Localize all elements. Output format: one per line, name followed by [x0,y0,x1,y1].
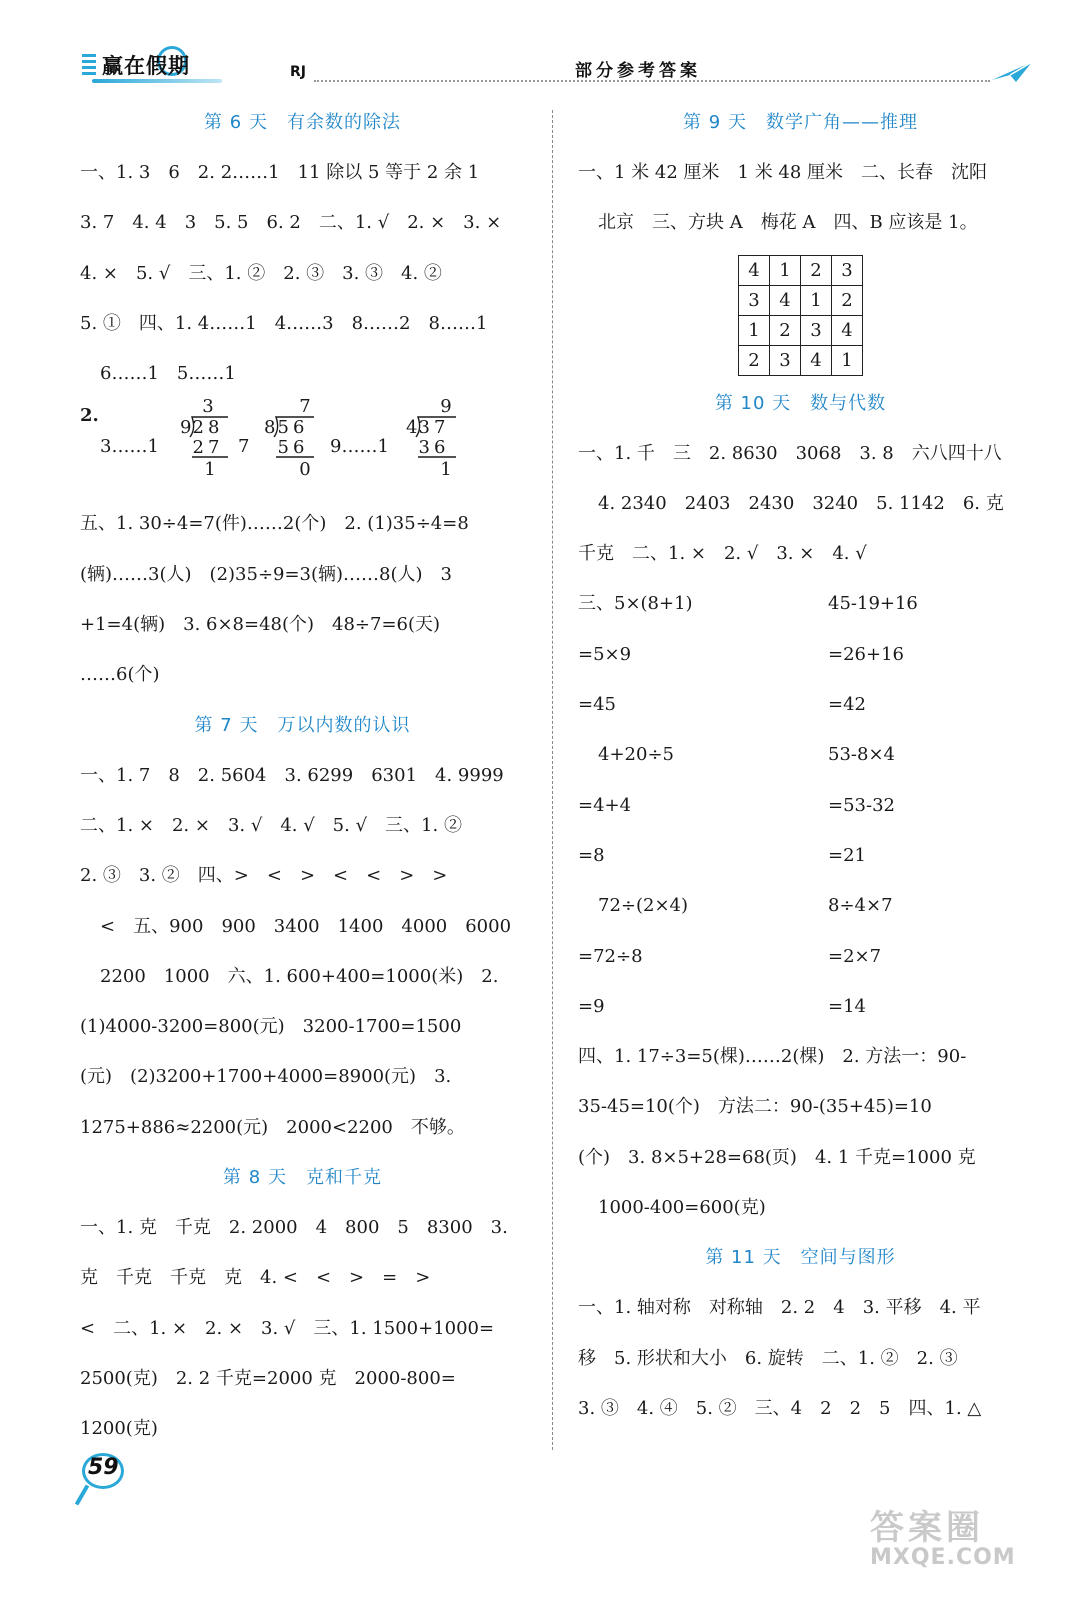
section-title-day8: 第 8 天 克和千克 [223,1167,382,1189]
answer-line: 6……1 5……1 [100,363,236,385]
division-remainder: 1 [440,459,452,481]
grid-cell: 2 [801,255,832,285]
division-answer: 3……1 [100,436,159,458]
grid-cell: 1 [770,255,801,285]
answer-line: < 二、1. × 2. × 3. √ 三、1. 1500+1000= [80,1317,495,1339]
calc-left: =5×9 [578,643,632,665]
division-divisor: 8 [264,417,276,439]
long-division-row [80,397,525,497]
section-title-day9: 第 9 天 数学广角——推理 [683,112,918,133]
answer-line: +1=4(辆) 3. 6×8=48(个) 48÷7=6(天) [80,614,441,636]
answer-line: (个) 3. 8×5+28=68(页) 4. 1 千克=1000 克 [578,1146,976,1168]
division-product: 36 [418,437,450,459]
division-answer: 9……1 [330,436,389,458]
question-label: 2. [80,405,99,427]
calc-left: 4+20÷5 [598,744,674,766]
section-title-day7: 第 7 天 万以内数的认识 [194,714,411,736]
grid-cell: 1 [801,285,832,315]
division-divisor: 4 [406,417,418,439]
answer-line: 2200 1000 六、1. 600+400=1000(米) 2. [100,965,499,987]
answer-line: 3. 7 4. 4 3 5. 5 6. 2 二、1. √ 2. × 3. × [80,212,502,234]
calc-row [578,678,1023,728]
answer-line: 五、1. 30÷4=7(件)……2(个) 2. (1)35÷4=8 [80,513,469,535]
division-product: 27 [192,437,224,459]
division-quotient: 9 [440,397,452,418]
calc-row [578,728,1023,778]
calc-row [578,628,1023,678]
long-division-figures [80,397,525,497]
answer-line: 移 5. 形状和大小 6. 旋转 二、1. ② 2. ③ [578,1347,958,1369]
division-divisor: 9 [180,417,192,439]
grid-cell: 3 [770,345,801,375]
right-column [578,96,1023,1432]
answer-line: ……6(个) [80,664,160,686]
grid-cell: 1 [832,345,863,375]
division-quotient: 7 [299,397,311,418]
calc-row [578,829,1023,879]
watermark [870,1500,1016,1570]
calc-right: =14 [828,995,866,1017]
calc-right: 8÷4×7 [828,895,893,917]
calc-left: =4+4 [578,794,632,816]
calc-right: 45-19+16 [828,593,918,615]
page-title: 部分参考答案 [575,61,701,81]
answer-line: 一、1. 克 千克 2. 2000 4 800 5 8300 3. [80,1217,508,1239]
logo-swoosh [92,79,222,83]
calc-right: =2×7 [828,945,882,967]
answer-line: (元) (2)3200+1700+4000=8900(元) 3. [80,1066,452,1088]
answer-line: 35-45=10(个) 方法二：90-(35+45)=10 [578,1096,932,1118]
grid-cell: 2 [770,315,801,345]
page-number: 59 [88,1455,119,1480]
division-dividend: 28 [192,417,224,439]
section-title-day11: 第 11 天 空间与图形 [705,1247,896,1269]
calc-row [578,930,1023,980]
answer-line: 5. ① 四、1. 4……1 4……3 8……2 8……1 [80,312,488,334]
page-header [0,40,1074,90]
grid-cell: 4 [832,315,863,345]
calc-right: =42 [828,694,866,716]
calc-left: 72÷(2×4) [598,895,689,917]
answer-line: (辆)……3(人) (2)35÷9=3(辆)……8(人) 3 [80,563,453,585]
answer-line: 4. × 5. √ 三、1. ② 2. ③ 3. ③ 4. ② [80,262,442,284]
watermark-url: MXQE.COM [870,1545,1016,1570]
calc-right: =26+16 [828,643,904,665]
division-product: 56 [277,437,309,459]
magnifier-handle [75,1484,89,1505]
book-logo [82,46,232,84]
answer-line: 1275+886≈2200(元) 2000<2200 不够。 [80,1116,465,1138]
grid-cell: 1 [739,315,770,345]
grid-cell: 4 [770,285,801,315]
answer-line: 一、1. 千 三 2. 8630 3068 3. 8 六八四十八 [578,442,1002,464]
grid-cell: 3 [832,255,863,285]
answer-line: 1200(克) [80,1418,158,1440]
answer-line: 一、1 米 42 厘米 1 米 48 厘米 二、长春 沈阳 [578,162,988,183]
left-column [80,96,525,1453]
logo-text: 赢在假期 [102,54,190,78]
grid-cell: 4 [801,345,832,375]
answer-line: 二、1. × 2. × 3. √ 4. √ 5. √ 三、1. ② [80,814,462,836]
grid-cell: 4 [739,255,770,285]
calc-left: =45 [578,694,616,716]
answer-line: 1000-400=600(克) [598,1197,766,1219]
calc-left: 三、5×(8+1) [578,593,693,615]
answer-line: 一、1. 轴对称 对称轴 2. 2 4 3. 平移 4. 平 [578,1297,981,1319]
calc-row [578,980,1023,1030]
watermark-logo: 答案圈 [870,1508,984,1548]
calc-left: =8 [578,844,605,866]
grid-cell: 2 [739,345,770,375]
answer-line: (1)4000-3200=800(元) 3200-1700=1500 [80,1016,462,1038]
answer-line: 2500(克) 2. 2 千克=2000 克 2000-800= [80,1367,456,1389]
answer-line: 一、1. 7 8 2. 5604 3. 6299 6301 4. 9999 [80,764,504,786]
division-quotient: 3 [202,397,214,418]
paper-plane-icon [990,60,1034,86]
answer-line: 克 千克 千克 克 4. < < > = > [80,1267,431,1289]
answer-line: < 五、900 900 3400 1400 4000 6000 [100,915,512,937]
calc-row [578,779,1023,829]
grid-cell: 3 [739,285,770,315]
calc-right: 53-8×4 [828,744,895,766]
calc-right: =21 [828,844,866,866]
answer-line: 一、1. 3 6 2. 2……1 11 除以 5 等于 2 余 1 [80,162,480,183]
calc-right: =53-32 [828,794,895,816]
answer-line: 千克 二、1. × 2. √ 3. × 4. √ [578,543,867,565]
calc-row [578,879,1023,929]
division-remainder: 0 [299,459,311,481]
division-answer: 7 [238,436,250,458]
edition-label: RJ [290,64,306,80]
logic-grid-wrap [578,247,1023,377]
answer-line: 四、1. 17÷3=5(棵)……2(棵) 2. 方法一：90- [578,1046,967,1068]
division-dividend: 37 [418,417,450,439]
answer-line: 4. 2340 2403 2430 3240 5. 1142 6. 克 [598,492,1004,514]
column-divider [552,110,553,1450]
section-title-day6: 第 6 天 有余数的除法 [204,112,401,133]
division-dividend: 56 [277,417,309,439]
division-remainder: 1 [204,459,216,481]
grid-cell: 3 [801,315,832,345]
grid-cell: 2 [832,285,863,315]
answer-line: 2. ③ 3. ② 四、> < > < < > > [80,865,448,887]
calc-row [578,577,1023,627]
calc-left: =9 [578,995,605,1017]
calc-left: =72÷8 [578,945,643,967]
answer-line: 3. ③ 4. ④ 5. ② 三、4 2 2 5 四、1. △ [578,1397,982,1419]
logic-grid [738,255,863,376]
section-title-day10: 第 10 天 数与代数 [714,392,887,414]
answer-line: 北京 三、方块 A 梅花 A 四、B 应该是 1。 [598,212,978,234]
logo-stripes [82,54,96,76]
